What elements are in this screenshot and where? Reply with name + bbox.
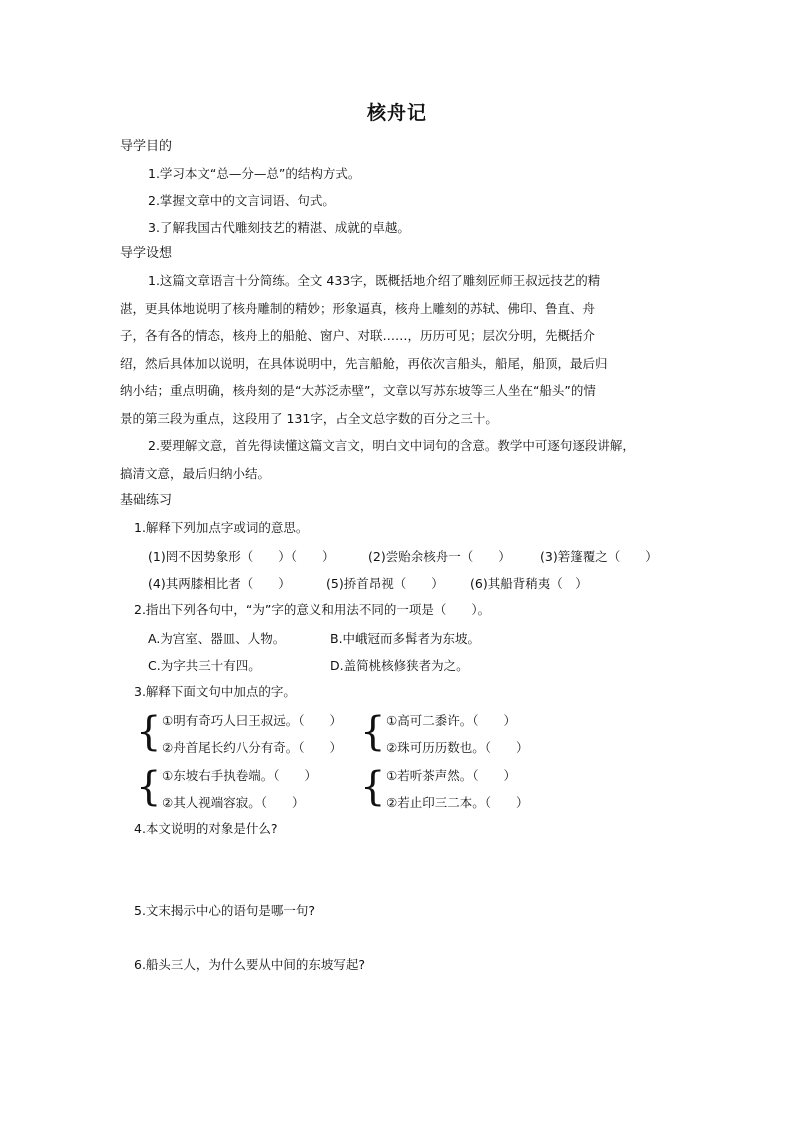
q3-item: ②其人视端容寂。（ ）	[162, 795, 305, 810]
q1-item: (4)其两膝相比者（ ）	[148, 576, 291, 591]
q2-option: C.为字共三十有四。	[148, 658, 261, 673]
q3-item: ①东坡右手执卷端。（ ）	[162, 768, 317, 783]
q2-option: A.为宫室、器皿、人物。	[148, 631, 286, 646]
section-heading-ideas: 导学设想	[120, 246, 173, 261]
q1-item: (2)尝贻余核舟一（ ）	[368, 549, 511, 564]
q1-item: (3)箬篷覆之（ ）	[540, 549, 658, 564]
left-brace-icon: {	[360, 709, 386, 755]
section-heading-goals: 导学目的	[120, 139, 173, 154]
left-brace-icon: {	[136, 709, 162, 755]
q3-item: ①高可二黍许。（ ）	[386, 713, 516, 728]
document-title: 核舟记	[366, 102, 427, 124]
paragraph-line: 搞清文意，最后归纳小结。	[120, 466, 271, 481]
q1-item: (1)罔不因势象形（ ）（ ）	[148, 549, 335, 564]
question-1-stem: 1.解释下列加点字或词的意思。	[134, 520, 309, 535]
q3-item: ②若止印三二本。（ ）	[386, 795, 529, 810]
question-6: 6.船头三人，为什么要从中间的东坡写起?	[134, 957, 366, 972]
paragraph-line: 2.要理解文意，首先得读懂这篇文言文，明白文中词句的含意。教学中可逐句逐段讲解，	[148, 438, 635, 453]
q3-item: ①明有奇巧人曰王叔远。（ ）	[162, 713, 342, 728]
q1-item: (6)其船背稍夷（ ）	[470, 576, 588, 591]
question-4: 4.本文说明的对象是什么?	[134, 821, 278, 836]
question-2-stem: 2.指出下列各句中，“为”字的意义和用法不同的一项是（ ）。	[134, 602, 491, 617]
q3-item: ②珠可历历数也。（ ）	[386, 740, 529, 755]
paragraph-line: 湛，更具体地说明了核舟雕制的精妙；形象逼真，核舟上雕刻的苏轼、佛印、鲁直、舟	[120, 301, 596, 316]
q1-item: (5)挢首昂视（ ）	[326, 576, 444, 591]
paragraph-line: 纳小结；重点明确，核舟刻的是“大苏泛赤壁”，文章以写苏东坡等三人坐在“船头”的情	[120, 383, 596, 398]
question-3-stem: 3.解释下面文句中加点的字。	[134, 684, 296, 699]
paragraph-line: 绍，然后具体加以说明，在具体说明中，先言船舱，再依次言船头，船尾，船顶，最后归	[120, 356, 608, 371]
question-5: 5.文末揭示中心的语句是哪一句?	[134, 903, 316, 918]
section-heading-practice: 基础练习	[120, 493, 173, 508]
goal-item: 3.了解我国古代雕刻技艺的精湛、成就的卓越。	[148, 220, 410, 235]
left-brace-icon: {	[360, 764, 386, 810]
goal-item: 2.掌握文章中的文言词语、句式。	[148, 193, 335, 208]
paragraph-line: 1.这篇文章语言十分简练。全文 433字，既概括地介绍了雕刻匠师王叔远技艺的精	[148, 273, 601, 288]
q2-option: D.盖简桃核修狭者为之。	[330, 658, 469, 673]
q3-item: ①若听茶声然。（ ）	[386, 768, 516, 783]
goal-item: 1.学习本文“总—分—总”的结构方式。	[148, 166, 361, 181]
q2-option: B.中峨冠而多髯者为东坡。	[330, 631, 481, 646]
q3-item: ②舟首尾长约八分有奇。（ ）	[162, 740, 342, 755]
paragraph-line: 景的第三段为重点，这段用了 131字，占全文总字数的百分之三十。	[120, 411, 498, 426]
paragraph-line: 子，各有各的情态，核舟上的船舱、窗户、对联……，历历可见；层次分明，先概括介	[120, 328, 596, 343]
left-brace-icon: {	[136, 764, 162, 810]
